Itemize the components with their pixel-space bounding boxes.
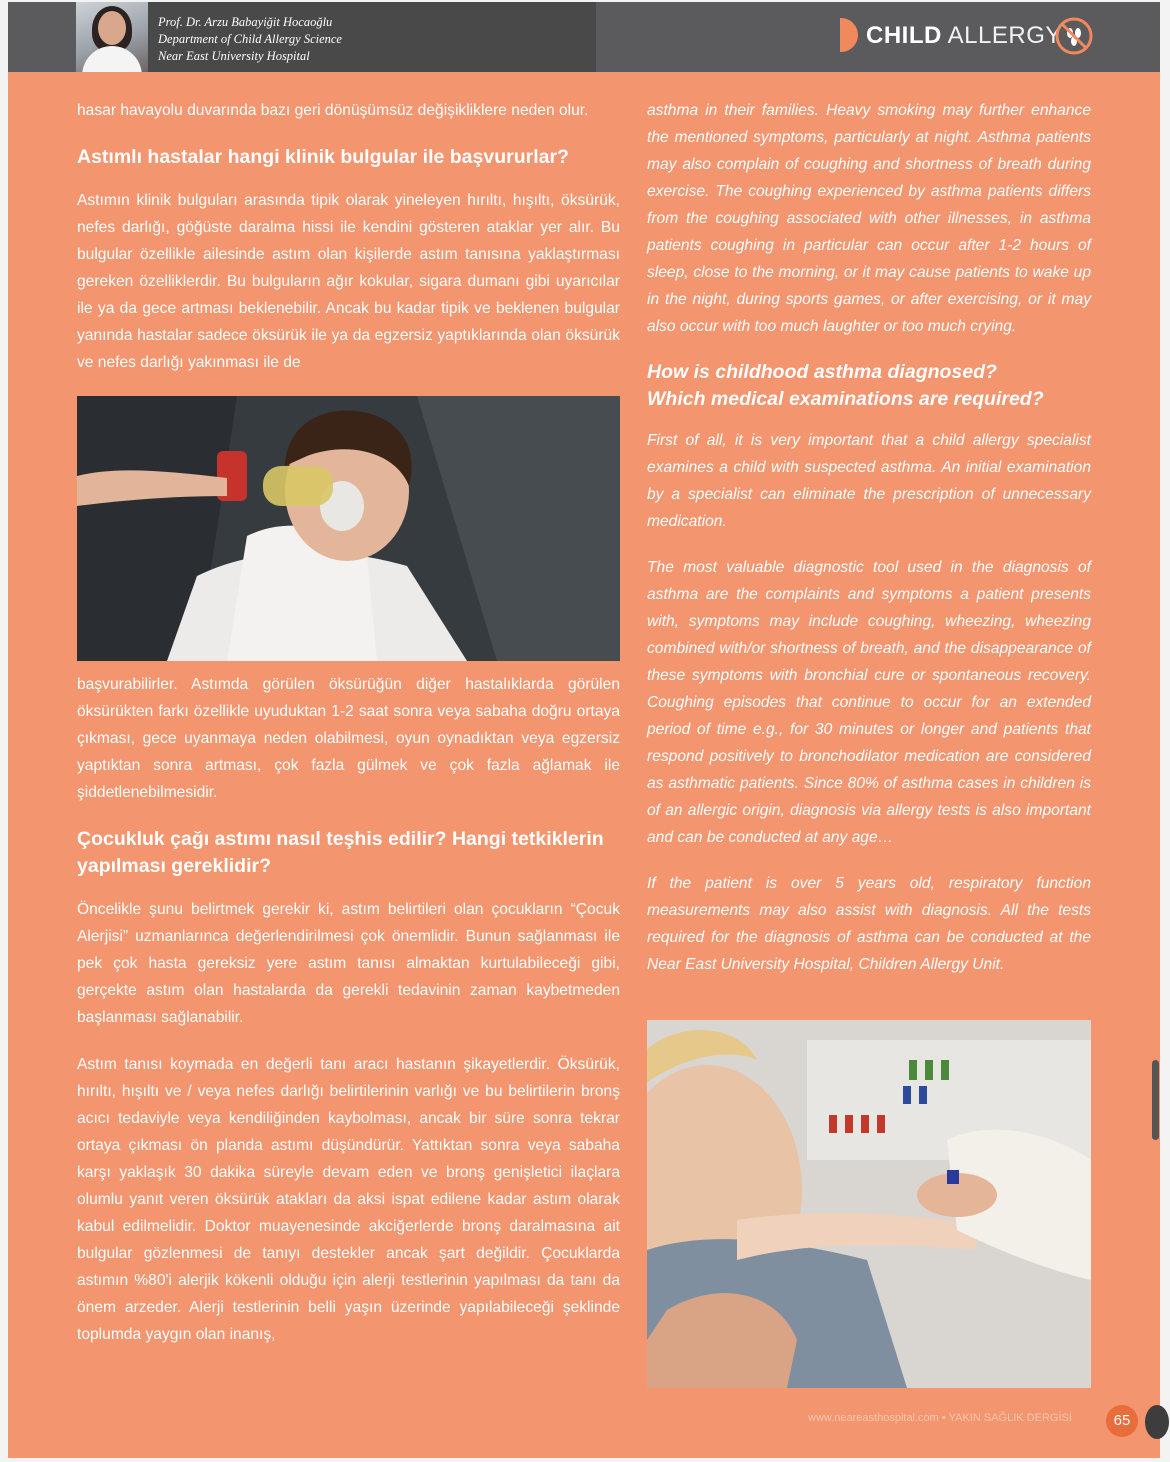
author-box <box>76 2 596 72</box>
paragraph: Astımın klinik bulguları arasında tipik olarak yineleyen hırıltı, hışıltı, öksürük, nefes darlığı, göğüste daralma hissi ile kendini gösteren ataklar yer alır. Bu bulgular özellikle ailesinde astım olan kişilerde astım tanısına yaklaştırması gereken özelliklerdir. Bu bulguların ağır kokular, sigara dumanı gibi uyarıcılar ile ya da gece artması beklenebilir. Ancak bu kadar tipik ve beklenen bulgular yanında hastalar sadece öksürük ile ya da egzersiz yaptıklarında olan öksürük ve nefes darlığı yakınması ile de <box>77 192 620 371</box>
brand-title-bold: CHILD <box>866 22 942 49</box>
page-turn-corner[interactable] <box>1145 1405 1169 1439</box>
paragraph: başvurabilirler. Astımda görülen öksürüğün diğer hastalıklarda görülen öksürükten farkı özellikle uyuduktan 1-2 saat sonra veya sabaha doğru ortaya çıkması, gece uyanmaya neden olabilmesi, oyun oynadıktan veya egzersiz yaptıktan sonra artması, çok fazla gülmek ve çok fazla ağlamak ile şiddetlenebilmesidir. <box>77 676 620 801</box>
footer-url: www.neareasthospital.com <box>808 1412 939 1424</box>
heading-line: Which medical examinations are required? <box>647 388 1044 410</box>
section-heading: Astımlı hastalar hangi klinik bulgular ile başvururlar? <box>77 146 569 168</box>
paragraph: asthma in their families. Heavy smoking may further enhance the mentioned symptoms, particularly at night. Asthma patients may also complain of coughing and shortness of breath during exercise. The coughing experienced by asthma patients differs from the coughing associated with other illnesses, in asthma patients coughing in particular can occur after 1-2 hours of sleep, close to the morning, or it may cause patients to wake up in the night, during sports games, or after exercising, or it may also occur with too much laughter or too much crying. <box>647 102 1091 335</box>
section-heading: Çocukluk çağı astımı nasıl teşhis edilir? Hangi tetkiklerin yapılması gereklidir? <box>77 828 604 877</box>
heading-line: How is childhood asthma diagnosed? <box>647 361 997 383</box>
author-department: Department of Child Allergy Science <box>158 32 342 46</box>
scrollbar-thumb[interactable] <box>1152 1060 1159 1140</box>
paragraph: Öncelikle şunu belirtmek gerekir ki, astım belirtileri olan çocukların “Çocuk Alerjisi” uzmanlarınca değerlendirilmesi çok önemlidir. Bunun sağlanması ile pek çok hasta gereksiz yere astım tanısı almaktan kurtulabileceği gibi, gerçekte astım olan hastalarda da gerekli tedavinin zaman kaybetmeden başlanması sağlanabilir. <box>77 901 620 1026</box>
photo-child-inhaler-illustration <box>77 396 620 661</box>
page-header <box>8 2 1160 72</box>
magazine-page <box>8 2 1160 1458</box>
author-info <box>158 14 342 65</box>
page-footer <box>808 1412 1072 1424</box>
page-number: 65 <box>1106 1405 1138 1437</box>
paragraph: If the patient is over 5 years old, respiratory function measurements may also assist with diagnosis. All the tests required for the diagnosis of asthma can be conducted at the Near East University Hospital, Children Allergy Unit. <box>647 875 1091 973</box>
paragraph: hasar havayolu duvarında bazı geri dönüşümsüz değişikliklere neden olur. <box>77 102 589 119</box>
photo-child-inhaler <box>77 396 620 661</box>
no-allergen-icon <box>1054 16 1094 56</box>
photo-allergy-test-illustration <box>647 1020 1091 1388</box>
author-hospital: Near East University Hospital <box>158 49 310 63</box>
section-heading <box>647 359 1091 413</box>
footer-separator: • <box>938 1412 949 1424</box>
brand-mark <box>840 18 858 52</box>
section-brand <box>840 16 1100 56</box>
author-photo <box>76 2 148 72</box>
paragraph: First of all, it is very important that a child allergy specialist examines a child with suspected asthma. An initial examination by a specialist can eliminate the prescription of unnecessary medication. <box>647 432 1091 530</box>
brand-title <box>866 22 1062 50</box>
right-column-english <box>647 97 1091 997</box>
photo-allergy-test <box>647 1020 1091 1388</box>
author-name: Prof. Dr. Arzu Babayiğit Hocaoğlu <box>158 15 333 29</box>
footer-magazine: YAKIN SAĞLIK DERGİSİ <box>948 1412 1072 1424</box>
brand-title-light: ALLERGY <box>947 22 1062 49</box>
paragraph: Astım tanısı koymada en değerli tanı aracı hastanın şikayetlerdir. Öksürük, hırıltı, hışıltı ve / veya nefes darlığı belirtilerinin varlığı ve bu belirtilerin bronş acıcı tedaviyle veya kendiliğinden kaybolması, ancak bir süre sonra tekrar ortaya çıkması ön planda astımı düşündürür. Yattıktan sonra veya sabaha karşı yaklaşık 30 dakika süreyle devam eden ve bronş genişletici ilaçlara olumlu yanıt veren öksürük atakları da aksi ispat edilene kadar astım olarak kabul edilmelidir. Doktor muayenesinde akciğerlerde bronş daralmasına ait bulgular gözlenmesi de tanıyı destekler ancak şart değildir. Çocuklarda astımın %80'i alerjik kökenli olduğu için alerji testlerinin yapılması da tanı da önem arzeder. Alerji testlerinin belli yaşın üzerinde yapılabileceği şeklinde toplumda yaygın olan inanış, <box>77 1056 620 1343</box>
left-column-turkish <box>77 97 620 1368</box>
paragraph: The most valuable diagnostic tool used in the diagnosis of asthma are the complaints and symptoms a patient presents with, symptoms may include coughing, wheezing, wheezing combined with/or shortness of breath, and the disappearance of these symptoms with bronchial cure or spontaneous recovery. Coughing episodes that continue to occur for an extended period of time e.g., for 30 minutes or longer and patients that respond positively to bronchodilator medication are considered as asthmatic patients. Since 80% of asthma cases in children is of an allergic origin, diagnosis via allergy tests is also important and can be conducted at any age… <box>647 559 1091 846</box>
